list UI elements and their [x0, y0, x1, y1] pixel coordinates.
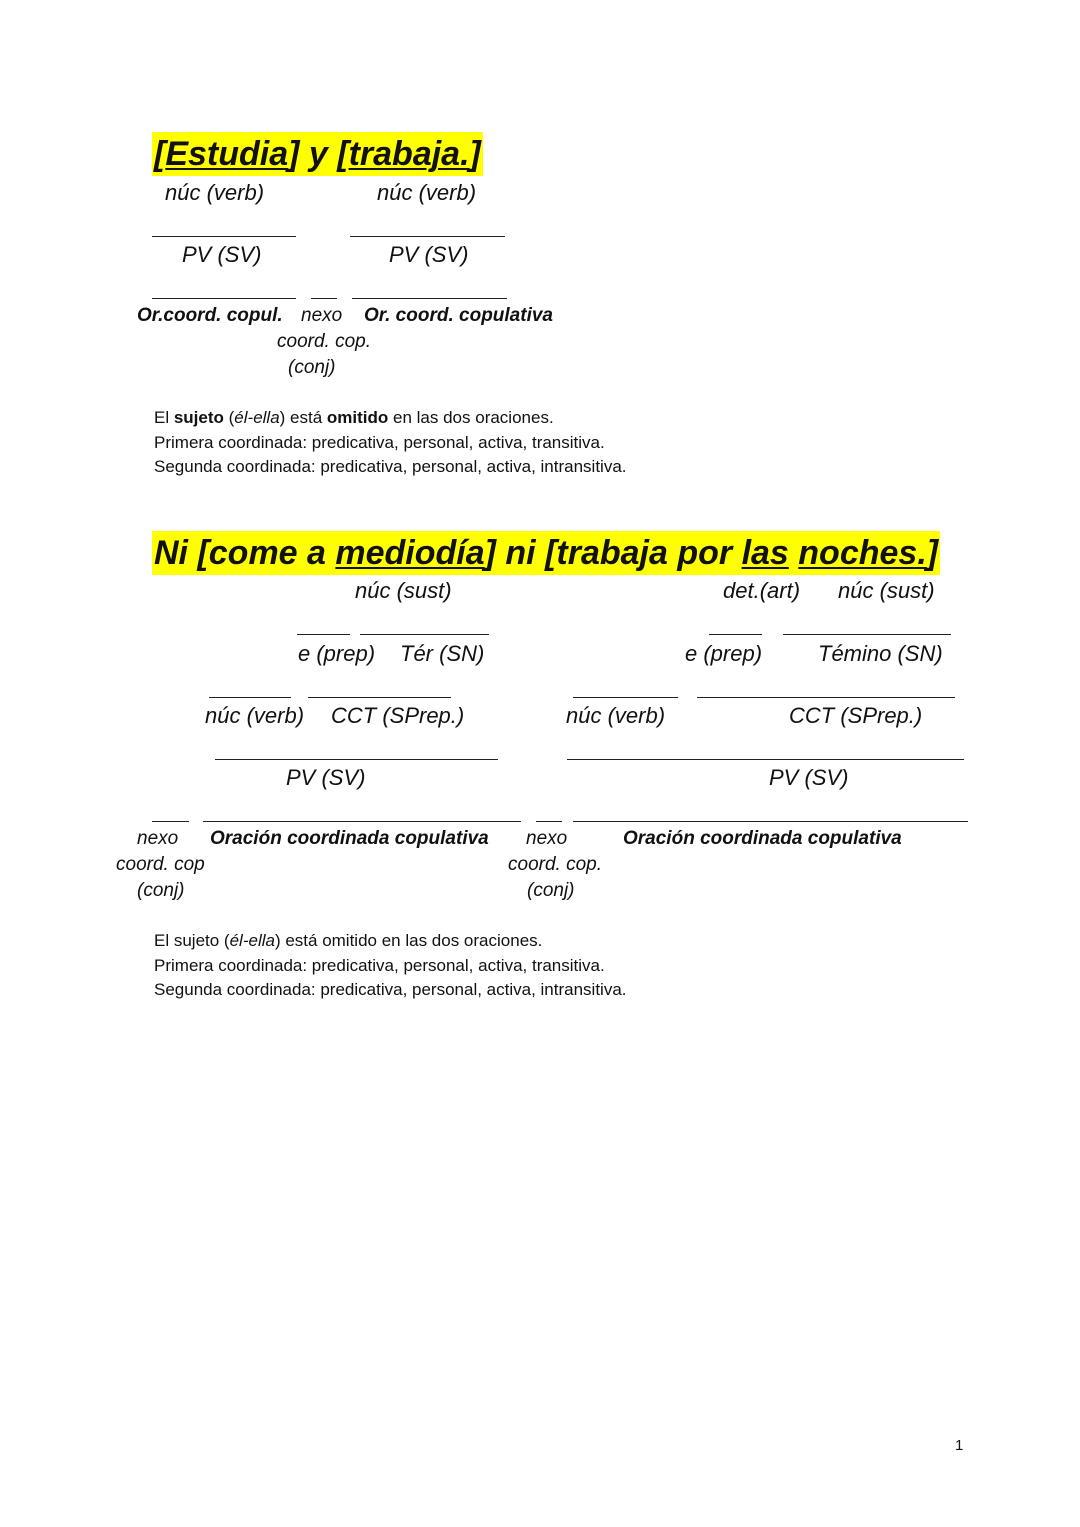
s2-e-prep-1: e (prep)	[298, 641, 376, 666]
s2-cct-1: CCT (SPrep.)	[331, 703, 465, 728]
s1-note-line-3: Segunda coordinada: predicativa, personal, activa, intransitiva.	[154, 457, 627, 476]
s2-nuc-verb-2: núc (verb)	[566, 703, 666, 728]
s2-notes	[154, 929, 627, 1003]
s2-line-oracion-1	[203, 821, 521, 822]
s1-nuc-verb-1: núc (verb)	[165, 180, 265, 205]
s1-notes	[154, 406, 627, 480]
s2-det-art: det.(art)	[723, 578, 801, 603]
s2-coord-cop-1: coord. cop	[116, 854, 205, 875]
s2-nuc-sust-1: núc (sust)	[355, 578, 452, 603]
s2-line-cct-1	[308, 697, 451, 698]
s2-nuc-verb-1: núc (verb)	[205, 703, 305, 728]
s1-line-nuc-2	[350, 236, 505, 237]
s2-line-nuc-verb-2	[573, 697, 678, 698]
s2-nexo-2: nexo	[526, 828, 568, 849]
s2-oracion-2: Oración coordinada copulativa	[623, 828, 902, 849]
s2-line-nexo-1	[152, 821, 189, 822]
s1-note-line-1: El sujeto (él-ella) está omitido en las dos oraciones.	[154, 408, 554, 427]
s2-line-prep-1	[297, 634, 350, 635]
s1-line-nexo	[311, 298, 337, 299]
bracket-open: [	[154, 135, 166, 173]
s2-pv-1: PV (SV)	[286, 765, 366, 790]
s1-line-or-1	[152, 298, 296, 299]
s1-conj: (conj)	[288, 357, 336, 378]
s2-nuc-sust-2: núc (sust)	[838, 578, 935, 603]
s2-note-line-3: Segunda coordinada: predicativa, personal, activa, intransitiva.	[154, 980, 627, 999]
page-number: 1	[955, 1437, 964, 1454]
s2-line-nuc-verb-1	[209, 697, 291, 698]
title2-space	[789, 534, 798, 572]
s2-line-cct-2	[697, 697, 955, 698]
s1-pv-1: PV (SV)	[182, 242, 262, 267]
s2-line-oracion-2	[573, 821, 968, 822]
s1-pv-2: PV (SV)	[389, 242, 469, 267]
s2-termino-sn: Témino (SN)	[818, 641, 943, 666]
title2-part-4: ]	[926, 534, 939, 572]
s2-line-prep-2	[709, 634, 762, 635]
s2-oracion-1: Oración coordinada copulativa	[210, 828, 489, 849]
s1-nexo: nexo	[301, 305, 343, 326]
s2-line-pv-2	[567, 759, 964, 760]
s2-e-prep-2: e (prep)	[685, 641, 763, 666]
bracket-close: ]	[469, 135, 481, 173]
s2-line-ter-1	[360, 634, 489, 635]
s1-note-line-2: Primera coordinada: predicativa, personal, activa, transitiva.	[154, 432, 605, 452]
title2-part-2: ] ni [trabaja por	[484, 534, 742, 572]
s2-line-nexo-2	[536, 821, 562, 822]
s2-nexo-1: nexo	[137, 828, 179, 849]
s1-line-or-2	[352, 298, 507, 299]
s1-coord-cop: coord. cop.	[277, 331, 371, 352]
word-las: las	[741, 534, 789, 572]
word-estudia: Estudia	[165, 135, 289, 173]
sentence-1-title	[152, 132, 483, 176]
s2-conj-1: (conj)	[137, 880, 185, 901]
s2-line-ter-2	[783, 634, 951, 635]
s2-coord-cop-2: coord. cop.	[508, 854, 602, 875]
s2-ter-sn: Tér (SN)	[400, 641, 485, 666]
s2-conj-2: (conj)	[527, 880, 575, 901]
conjunction-y: ] y [	[288, 135, 349, 173]
word-mediodia: mediodía	[335, 534, 485, 572]
s1-or-coord-right: Or. coord. copulativa	[364, 305, 553, 326]
word-trabaja: trabaja.	[348, 135, 470, 173]
s2-line-pv-1	[215, 759, 498, 760]
s2-pv-2: PV (SV)	[769, 765, 849, 790]
word-noches: noches.	[798, 534, 927, 572]
s1-or-coord-left: Or.coord. copul.	[137, 305, 283, 326]
sentence-2-title	[152, 531, 940, 575]
s2-cct-2: CCT (SPrep.)	[789, 703, 923, 728]
s1-line-nuc-1	[152, 236, 296, 237]
s1-nuc-verb-2: núc (verb)	[377, 180, 477, 205]
s2-note-line-2: Primera coordinada: predicativa, personal, activa, transitiva.	[154, 955, 605, 975]
title2-part-1: Ni [come a	[154, 534, 336, 572]
s2-note-line-1: El sujeto (él-ella) está omitido en las dos oraciones.	[154, 931, 543, 950]
